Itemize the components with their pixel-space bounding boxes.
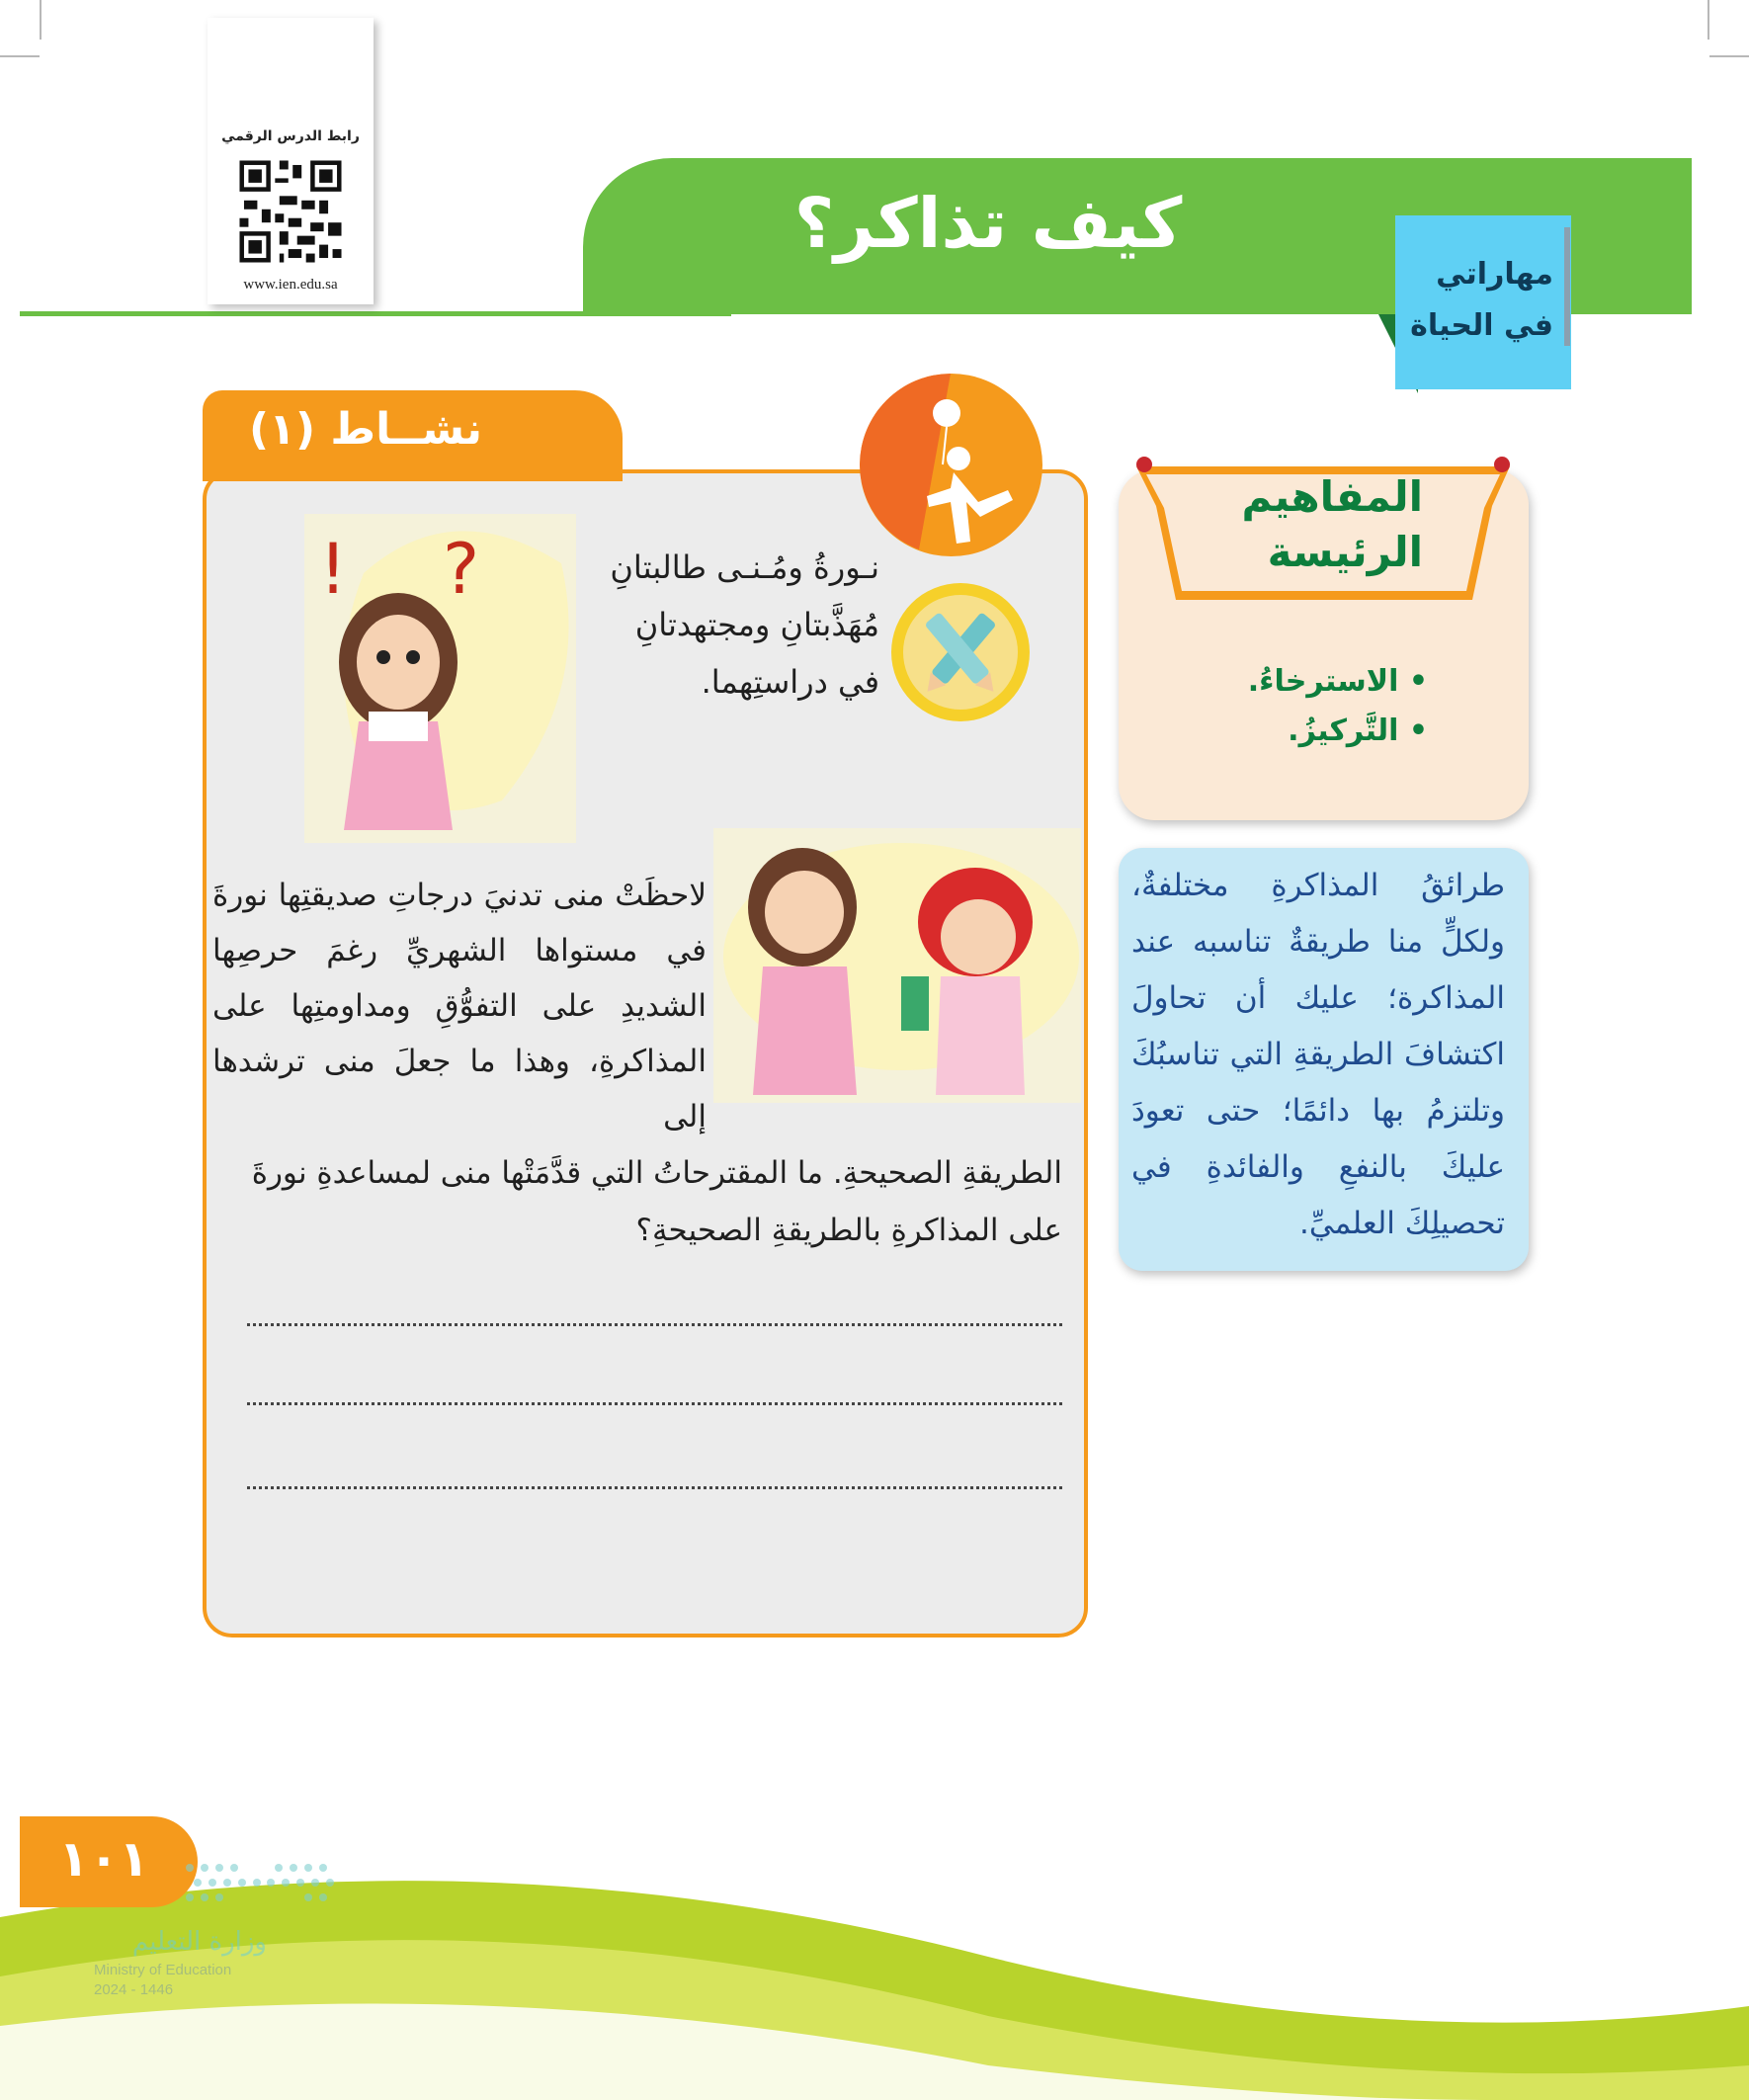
activity-tab	[203, 390, 623, 481]
section-tag	[1395, 215, 1571, 389]
activity-badge	[860, 374, 1042, 556]
ministry-name: وزارة التعليم	[131, 1927, 267, 1957]
ministry-name-en: Ministry of Education	[94, 1962, 232, 1978]
answer-line[interactable]	[247, 1398, 1062, 1405]
page-title: كيف تذاكر؟	[793, 183, 1183, 264]
section-tag-bar	[1564, 227, 1570, 346]
concepts-title-line2: الرئيسة	[1267, 528, 1423, 576]
answer-line[interactable]	[247, 1319, 1062, 1326]
header-underline	[20, 311, 731, 316]
concepts-title	[1146, 469, 1423, 580]
crop-mark	[1707, 0, 1709, 40]
section-tag-line2: في الحياة	[1410, 308, 1553, 343]
intro-line: نـورةُ ومُـنـى طالبتانِ	[610, 548, 879, 586]
section-tag-text	[1395, 249, 1553, 352]
concept-item: • التَّركيزُ.	[1288, 714, 1428, 748]
section-tag-line1: مهاراتي	[1436, 257, 1553, 292]
activity-question: الطريقةِ الصحيحةِ. ما المقترحاتُ التي قدَّمَتْها منى لمساعدةِ نورةَ على المذاكرةِ بالطريقةِ الصحيحةِ؟	[251, 1155, 1062, 1248]
activity-story: لاحظَتْ منى تدنيَ درجاتِ صديقتِها نورةَ في مستواها الشهريِّ رغمَ حرصِها الشديدِ على التفوُّقِ ومداومتِها على المذاكرةِ، وهذا ما جعلَ منى ترشدها إلى	[212, 878, 707, 1134]
child-balloon-icon	[860, 374, 1042, 556]
answer-line[interactable]	[247, 1482, 1062, 1489]
svg-text:?: ?	[443, 529, 480, 610]
activity-title: نشــاط (١)	[249, 404, 482, 455]
crop-mark	[1709, 55, 1749, 57]
concepts-title-line1: المفاهيم	[1241, 472, 1423, 521]
girl-thinking-illustration	[304, 514, 576, 843]
qr-card[interactable]	[208, 18, 374, 304]
tip-text: طرائقُ المذاكرةِ مختلفةٌ، ولكلٍّ منا طريقةٌ تناسبه عند المذاكرة؛ عليك أن تحاولَ اكتشافَ الطريقةِ التي تناسبُكَ وتلتزمُ بها دائمًا؛ حتى تعودَ عليكَ بالنفعِ والفائدةِ في تحصيلِكَ العلميِّ.	[1131, 868, 1505, 1241]
qr-label: رابط الدرس الرقمي	[221, 128, 360, 144]
ministry-year: 2024 - 1446	[94, 1981, 174, 1998]
crop-mark	[0, 55, 40, 57]
girls-talking-illustration	[713, 828, 1081, 1103]
concept-item: • الاسترخاءُ.	[1247, 664, 1428, 699]
page-number: ١٠١	[58, 1830, 149, 1888]
intro-line: مُهَذَّبتانِ ومجتهدتانِ	[634, 606, 879, 643]
crop-mark	[40, 0, 42, 40]
activity-intro	[565, 539, 879, 711]
qr-url[interactable]: www.ien.edu.sa	[243, 277, 338, 293]
ministry-logo-icon	[180, 1858, 348, 1917]
qr-code-icon[interactable]	[235, 156, 346, 267]
svg-text:!: !	[319, 529, 348, 610]
concepts-list	[1186, 657, 1428, 756]
pencil-icon	[891, 583, 1030, 721]
page-number-pill	[20, 1816, 198, 1907]
intro-line: في دراستِهما.	[701, 663, 879, 701]
